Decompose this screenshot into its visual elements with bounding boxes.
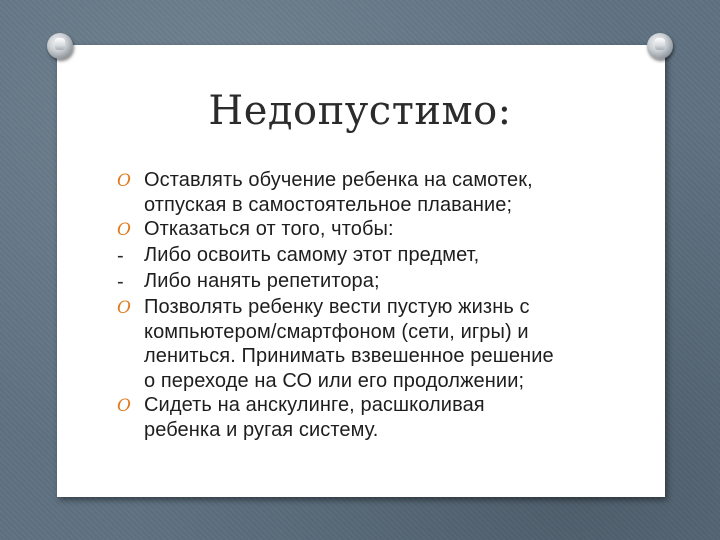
- list-item-text: Либо нанять репетитора;: [144, 270, 380, 292]
- list-item-text: Либо освоить самому этот предмет,: [144, 244, 480, 266]
- list-item: [117, 168, 617, 217]
- list-item: [117, 295, 617, 393]
- pushpin-icon: [47, 33, 73, 59]
- bullet-marker-icon: O: [117, 171, 131, 191]
- bullet-marker-icon: O: [117, 220, 131, 240]
- bullet-list: [117, 168, 617, 442]
- list-item-text: Сидеть на анскулинге, расшколивая ребенка и ругая систему.: [144, 394, 485, 441]
- list-item-text: Позволять ребенку вести пустую жизнь с компьютером/смартфоном (сети, игры) и лениться. Принимать взвешенное решение о переходе на СО или его продолжении;: [144, 296, 554, 392]
- dash-marker-icon: -: [117, 245, 124, 267]
- pushpin-icon: [647, 33, 673, 59]
- dash-marker-icon: -: [117, 271, 124, 293]
- slide-title: Недопустимо:: [208, 88, 512, 134]
- bullet-marker-icon: O: [117, 298, 131, 318]
- list-item-text: Отказаться от того, чтобы:: [144, 218, 394, 240]
- list-item: [117, 243, 617, 269]
- list-item: [117, 217, 617, 243]
- list-item: [117, 393, 617, 442]
- bullet-marker-icon: O: [117, 396, 131, 416]
- list-item: [117, 269, 617, 295]
- list-item-text: Оставлять обучение ребенка на самотек, отпуская в самостоятельное плавание;: [144, 169, 533, 216]
